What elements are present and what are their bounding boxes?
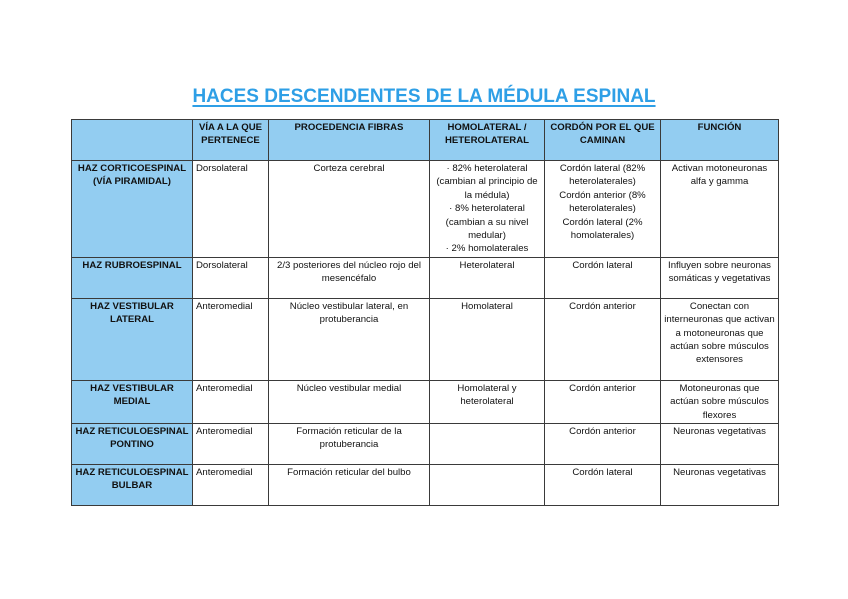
funcion-cell: Influyen sobre neuronas somáticas y vegetativas (661, 257, 779, 298)
cordon-line: Cordón lateral (2% homolaterales) (562, 216, 643, 242)
header-cell-procedencia: PROCEDENCIA FIBRAS (269, 120, 430, 161)
cordon-cell: Cordón anterior (545, 424, 661, 465)
cordon-cell: Cordón anterior (545, 380, 661, 423)
procedencia-cell: Formación reticular del bulbo (269, 465, 430, 506)
descending-tracts-table (71, 119, 779, 506)
tract-name: HAZ VESTIBULAR LATERAL (72, 298, 193, 380)
lateralidad-line: · 2% homolaterales (445, 243, 529, 255)
procedencia-cell: Núcleo vestibular medial (269, 380, 430, 423)
lateralidad-line: · 82% heterolateral (cambian al principio de la médula) (436, 163, 538, 201)
via-cell: Anteromedial (193, 424, 269, 465)
procedencia-cell: Corteza cerebral (269, 161, 430, 258)
via-cell: Dorsolateral (193, 257, 269, 298)
tract-name: HAZ CORTICOESPINAL (VÍA PIRAMIDAL) (72, 161, 193, 258)
cordon-cell: Cordón lateral (545, 257, 661, 298)
funcion-cell: Activan motoneuronas alfa y gamma (661, 161, 779, 258)
cordon-cell: Cordón lateral (545, 465, 661, 506)
lateralidad-cell: Heterolateral (430, 257, 545, 298)
header-cell-funcion: FUNCIÓN (661, 120, 779, 161)
tract-name: HAZ VESTIBULAR MEDIAL (72, 380, 193, 423)
header-cell-empty (72, 120, 193, 161)
procedencia-cell: 2/3 posteriores del núcleo rojo del mesencéfalo (269, 257, 430, 298)
cordon-cell: Cordón anterior (545, 298, 661, 380)
cordon-cell (545, 161, 661, 258)
lateralidad-line: · 8% heterolateral (cambian a su nivel medular) (445, 203, 529, 242)
lateralidad-cell (430, 424, 545, 465)
lateralidad-cell: Homolateral (430, 298, 545, 380)
via-cell: Anteromedial (193, 380, 269, 423)
funcion-cell: Neuronas vegetativas (661, 424, 779, 465)
funcion-cell: Conectan con interneuronas que activan a motoneuronas que actúan sobre músculos extensores (661, 298, 779, 380)
header-cell-via: VÍA A LA QUE PERTENECE (193, 120, 269, 161)
lateralidad-cell (430, 161, 545, 258)
procedencia-cell: Núcleo vestibular lateral, en protuberancia (269, 298, 430, 380)
tract-name: HAZ RUBROESPINAL (72, 257, 193, 298)
table-row (72, 298, 779, 380)
header-cell-cordon: CORDÓN POR EL QUE CAMINAN (545, 120, 661, 161)
table-row (72, 161, 779, 258)
tract-name: HAZ RETICULOESPINAL PONTINO (72, 424, 193, 465)
header-row (72, 120, 779, 161)
table-row (72, 424, 779, 465)
cordon-line: Cordón lateral (82% heterolaterales) (559, 163, 646, 188)
via-cell: Anteromedial (193, 298, 269, 380)
table-row (72, 380, 779, 423)
lateralidad-cell (430, 465, 545, 506)
lateralidad-cell: Homolateral y heterolateral (430, 380, 545, 423)
table-row (72, 465, 779, 506)
procedencia-cell: Formación reticular de la protuberancia (269, 424, 430, 465)
funcion-cell: Motoneuronas que actúan sobre músculos flexores (661, 380, 779, 423)
funcion-cell: Neuronas vegetativas (661, 465, 779, 506)
cordon-line: Cordón anterior (8% heterolaterales) (559, 189, 646, 215)
via-cell: Anteromedial (193, 465, 269, 506)
table-row (72, 257, 779, 298)
tract-name: HAZ RETICULOESPINAL BULBAR (72, 465, 193, 506)
via-cell: Dorsolateral (193, 161, 269, 258)
page-title: HACES DESCENDENTES DE LA MÉDULA ESPINAL (192, 86, 656, 107)
header-cell-lateralidad: HOMOLATERAL / HETEROLATERAL (430, 120, 545, 161)
